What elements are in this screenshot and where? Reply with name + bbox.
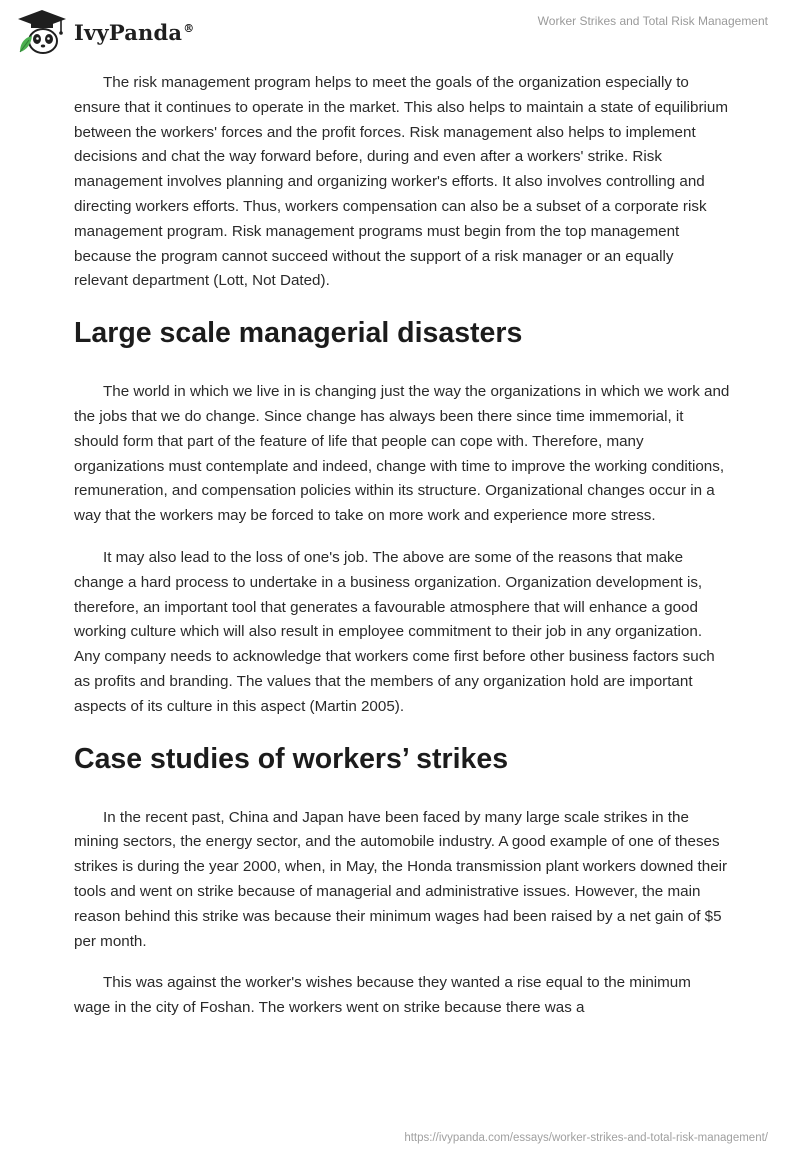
section-heading: Case studies of workers’ strikes bbox=[74, 742, 509, 775]
paragraph: In the recent past, China and Japan have been faced by many large scale strikes in the mining sectors, the energy sector, and the automobile industry. A good example of one of theses strikes is during the year 2000, when, in May, the Honda transmission plant workers downed their tools and went on strike because of managerial and administrative issues. However, the main reason behind this strike was because their minimum wages had been raised by a net gain of $5 per month. bbox=[74, 808, 728, 950]
paragraph: It may also lead to the loss of one's job. The above are some of the reasons that make change a hard process to undertake in a business organization. Organization development is, therefore, an important tool that generates a favourable atmosphere that will enhance a good working culture which will also result in employee commitment to their job in any organization. Any company needs to acknowledge that workers come first before other business factors such as profits and branding. The values that the members of any organization hold are important aspects of its culture in this aspect (Martin 2005). bbox=[74, 548, 715, 715]
paragraph: The world in which we live in is changing just the way the organizations in which we work and the jobs that we do change. Since change has always been there since time immemorial, it should form that part of the feature of life that people can cope with. Therefore, many organizations must contemplate and indeed, change with time to improve the working conditions, remuneration, and compensation policies within its structure. Organizational changes occur in a way that the workers may be forced to take on more work and experience more stress. bbox=[74, 383, 730, 525]
article-body bbox=[74, 71, 730, 1038]
section-heading: Large scale managerial disasters bbox=[74, 317, 523, 350]
brand-name: IvyPanda® bbox=[74, 19, 195, 45]
brand-logo[interactable] bbox=[14, 8, 194, 56]
registered-mark: ® bbox=[183, 21, 195, 35]
paragraph: The risk management program helps to meet the goals of the organization especially to ensure that it continues to operate in the market. This also helps to maintain a state of equilibrium between the workers' forces and the profit forces. Risk management also helps to implement decisions and chat the way forward before, during and even after a workers' strike. Risk management involves planning and organizing worker's efforts. It also involves controlling and directing workers efforts. Thus, workers compensation can also be a subset of a corporate risk management program. Risk management programs must begin from the top management because the program cannot succeed without the support of a risk manager or an equally relevant department (Lott, Not Dated). bbox=[74, 74, 728, 290]
panda-graduate-icon bbox=[14, 8, 70, 56]
paragraph: This was against the worker's wishes because they wanted a rise equal to the minimum wage in the city of Foshan. The workers went on strike because there was a bbox=[74, 974, 691, 1017]
source-url[interactable]: https://ivypanda.com/essays/worker-strikes-and-total-risk-management/ bbox=[404, 1132, 768, 1144]
document-title: Worker Strikes and Total Risk Management bbox=[537, 14, 768, 28]
